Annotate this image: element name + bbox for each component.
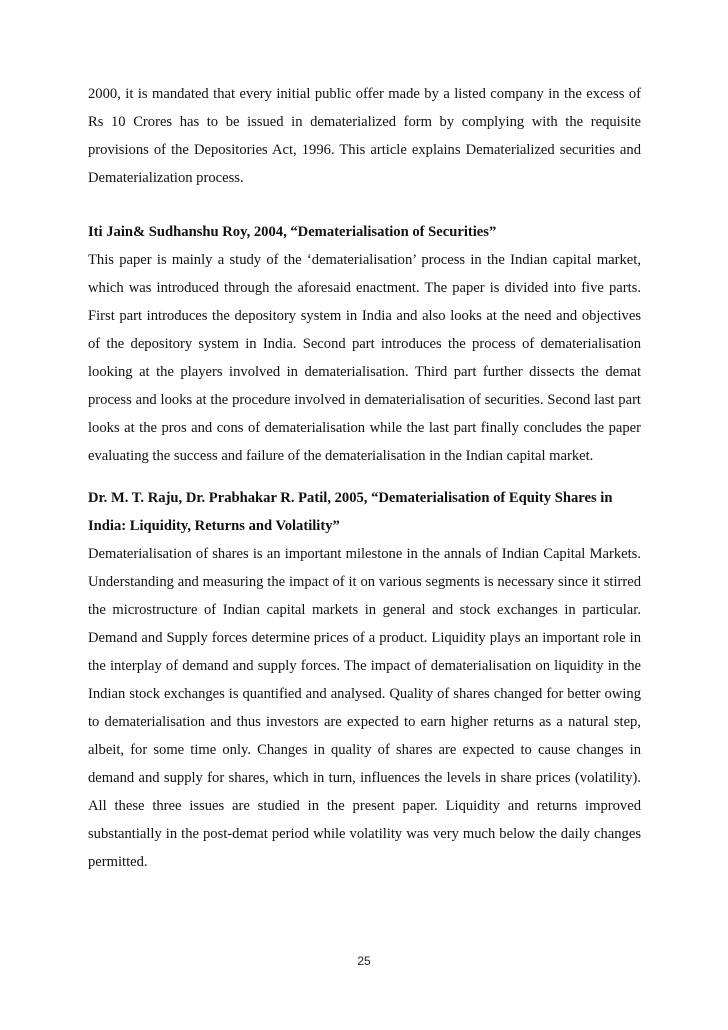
jain-roy-paragraph: This paper is mainly a study of the ‘dematerialisation’ process in the Indian capital market, which was introduced through the aforesaid enactment. The paper is divided into five parts. First part introduces the depository system in India and also looks at the need and objectives of the depository system in India. Second part introduces the process of dematerialisation looking at the players involved in dematerialisation. Third part further dissects the demat process and looks at the procedure involved in dematerialisation of securities. Second last part looks at the pros and cons of dematerialisation while the last part finally concludes the paper evaluating the success and failure of the dematerialisation in the Indian capital market. bbox=[88, 252, 641, 464]
raju-patil-paragraph: Dematerialisation of shares is an important milestone in the annals of Indian Capital Markets. Understanding and measuring the impact of it on various segments is necessary since it stirred the microstructure of Indian capital markets in general and stock exchanges in particular. Demand and Supply forces determine prices of a product. Liquidity plays an important role in the interplay of demand and supply forces. The impact of dematerialisation on liquidity in the Indian stock exchanges is quantified and analysed. Quality of shares changed for better owing to dematerialisation and thus investors are expected to earn higher returns as a natural step, albeit, for some time only. Changes in quality of shares are expected to cause changes in demand and supply for shares, which in turn, influences the levels in share prices (volatility). All these three issues are studied in the present paper. Liquidity and returns improved substantially in the post-demat period while volatility was very much below the daily changes permitted. bbox=[88, 546, 641, 870]
document-page bbox=[88, 80, 641, 876]
raju-patil-heading-line-2: India: Liquidity, Returns and Volatility” bbox=[88, 518, 340, 534]
spacer bbox=[88, 192, 641, 218]
raju-patil-heading-line-1: Dr. M. T. Raju, Dr. Prabhakar R. Patil, 2005, “Dematerialisation of Equity Shares in bbox=[88, 490, 613, 506]
page-number: 25 bbox=[357, 954, 371, 968]
jain-roy-heading: Iti Jain& Sudhanshu Roy, 2004, “Dematerialisation of Securities” bbox=[88, 224, 497, 240]
spacer bbox=[88, 470, 641, 484]
intro-paragraph: 2000, it is mandated that every initial public offer made by a listed company in the excess of Rs 10 Crores has to be issued in dematerialized form by complying with the requisite provisions of the Depositories Act, 1996. This article explains Dematerialized securities and Dematerialization process. bbox=[88, 86, 641, 186]
raju-patil-heading bbox=[88, 484, 641, 540]
